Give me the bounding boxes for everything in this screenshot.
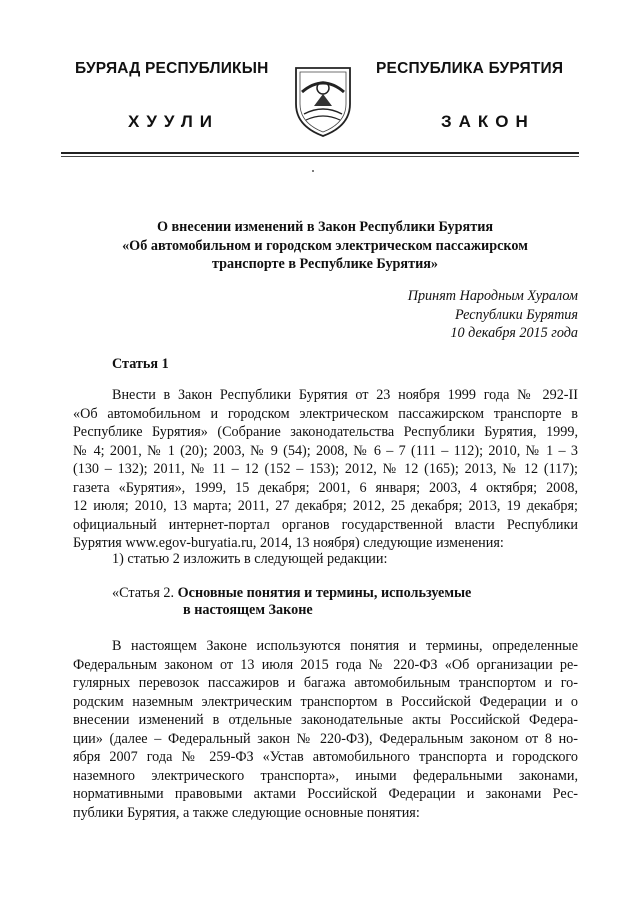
header-rule-thick <box>61 152 579 154</box>
adoption-line: Принят Народным Хуралом <box>407 288 578 304</box>
paragraph-line: № 4; 2001, № 1 (20); 2003, № 9 (54); 2008, № 6 – 7 (111 – 112); 2010, № 1 – 3 <box>73 442 578 459</box>
article-1-paragraph <box>73 386 578 553</box>
paragraph-line: 12 июля; 2010, 13 марта; 2011, 27 декабря; 2012, 25 декабря; 2013, 19 декабря; <box>73 498 578 514</box>
paragraph-line: официальный интернет-портал органов государственной власти Республики <box>73 516 578 533</box>
paragraph-line: Республике Бурятия» (Собрание законодательства Республики Бурятия, 1999, <box>73 424 578 440</box>
adoption-line: 10 декабря 2015 года <box>450 325 578 341</box>
paragraph-line: В настоящем Законе используются понятия и термины, определенные <box>112 638 578 654</box>
paragraph-line: Внести в Закон Республики Бурятия от 23 ноября 1999 года № 292-II <box>112 387 578 403</box>
article-1-item-1: 1) статью 2 изложить в следующей редакции: <box>112 551 388 567</box>
adoption-note <box>408 287 578 343</box>
paragraph-line: нормативными правовыми актами Российской Федерации и законами Рес- <box>73 786 578 802</box>
law-title-line: транспорте в Республике Бурятия» <box>211 256 439 272</box>
law-title-line: О внесении изменений в Закон Республики Бурятия <box>156 219 494 235</box>
paragraph-line: ября 2007 года № 259-ФЗ «Устав автомобильного транспорта и городского <box>73 749 578 765</box>
header-rule-thin <box>61 156 579 157</box>
article-2-paragraph <box>73 637 578 822</box>
law-title-line: «Об автомобильном и городском электрическом пассажирском <box>122 237 528 254</box>
paragraph-line: Бурятия www.egov-buryatia.ru, 2014, 13 ноября) следующие изменения: <box>73 535 504 551</box>
header-left-title: БУРЯАД РЕСПУБЛИКЫН <box>75 60 269 77</box>
article-1-heading: Статья 1 <box>112 356 169 372</box>
page-dot <box>312 170 314 172</box>
paragraph-line: газета «Бурятия», 1999, 15 декабря; 2001, 6 января; 2003, 4 октября; 2008, <box>73 479 578 496</box>
article-2-heading <box>112 584 471 603</box>
paragraph-line: ции» (далее – Федеральный закон № 220-ФЗ), Федеральным законом от 8 но- <box>73 730 578 747</box>
article-2-heading-part2: в настоящем Законе <box>183 602 313 618</box>
paragraph-line: (130 – 132); 2011, № 11 – 12 (152 – 153); 2012, № 12 (165); 2013, № 12 (117); <box>73 461 578 477</box>
paragraph-line: публики Бурятия, а также следующие основные понятия: <box>73 804 420 821</box>
paragraph-line: внесении изменений в отдельные законодательные акты Российской Федера- <box>73 712 578 728</box>
law-title <box>90 218 560 274</box>
header-left-doc-type: ХУУЛИ <box>128 112 219 131</box>
article-2-prefix: «Статья 2. <box>112 585 178 601</box>
header-right-doc-type: ЗАКОН <box>441 112 535 131</box>
article-2-heading-part1: Основные понятия и термины, используемые <box>177 585 472 601</box>
paragraph-line: наземного электрического транспорта», иными федеральными законами, <box>73 767 578 784</box>
paragraph-line: гулярных перевозок пассажиров и багажа автомобильным транспортом и го- <box>73 675 578 691</box>
paragraph-line: «Об автомобильном и городском электрическом пассажирском транспорте в <box>73 405 578 422</box>
coat-of-arms-icon <box>290 64 356 138</box>
header-right-title: РЕСПУБЛИКА БУРЯТИЯ <box>376 60 564 77</box>
paragraph-line: родским наземным электрическим транспортом в Российской Федерации и о <box>73 693 578 710</box>
paragraph-line: Федеральным законом от 13 июля 2015 года № 220-ФЗ «Об организации ре- <box>73 656 578 673</box>
adoption-line: Республики Бурятия <box>454 306 578 323</box>
